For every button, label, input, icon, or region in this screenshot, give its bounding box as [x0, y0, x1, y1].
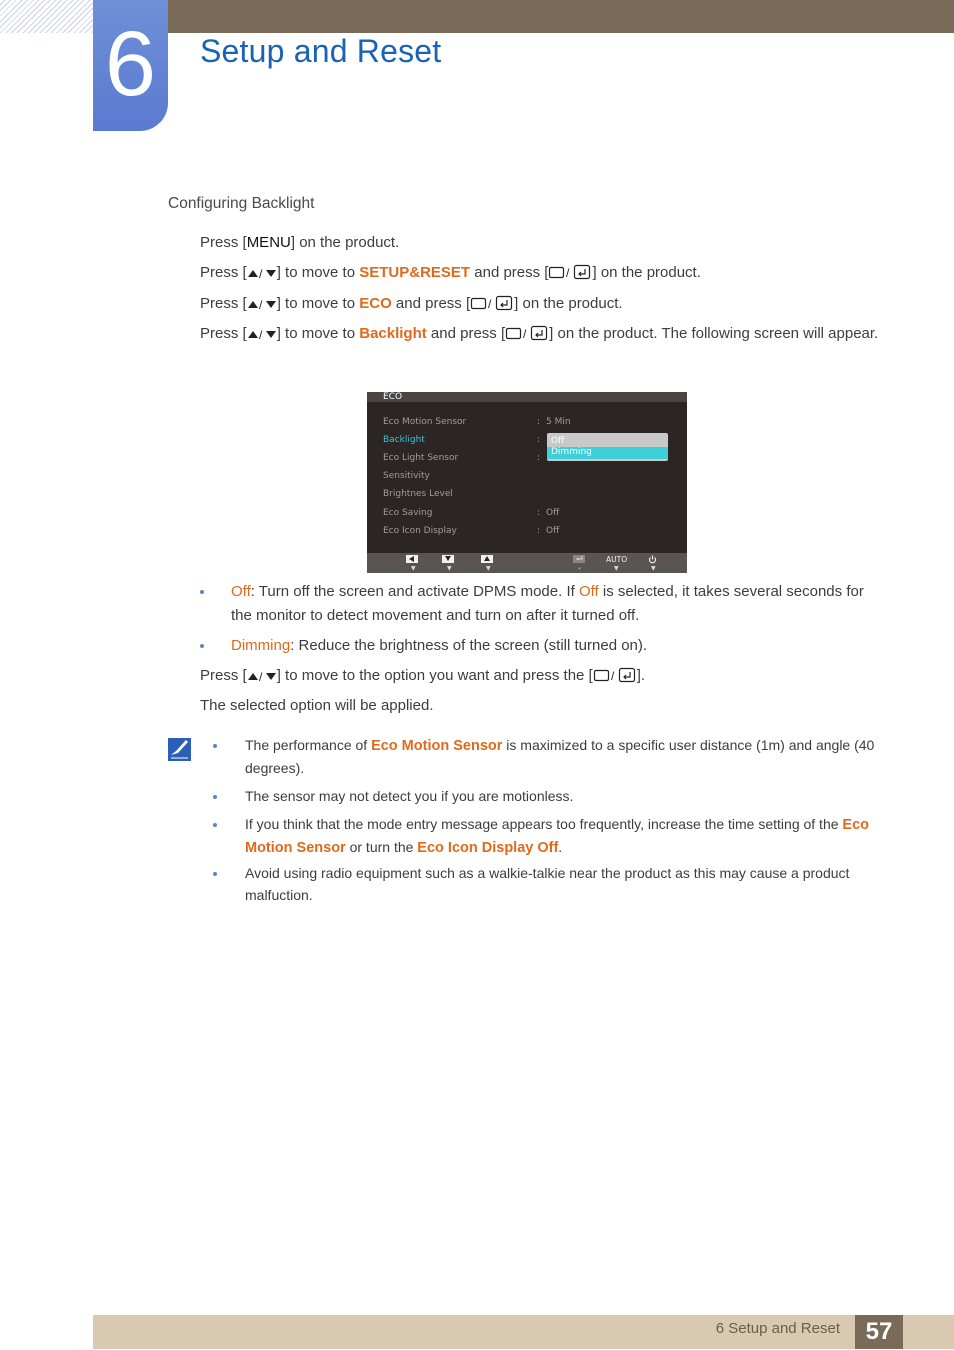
osd-row-brightness-level[interactable]: Brightnes Level: [383, 489, 453, 499]
step-6: The selected option will be applied.: [200, 697, 434, 714]
osd-row-eco-icon-display[interactable]: Eco Icon Display : Off: [383, 526, 560, 536]
source-enter-icon: [593, 667, 637, 683]
bullet-icon: [213, 823, 217, 827]
step-3: Press [ / ] to move to ECO and press [ / ] on the product.: [200, 295, 623, 312]
bullet-icon: [200, 644, 204, 648]
osd-power-button[interactable]: ▼: [646, 555, 660, 571]
osd-up-button[interactable]: ▼: [481, 555, 495, 571]
source-enter-icon: [548, 264, 592, 280]
osd-title: ECO: [383, 392, 403, 402]
bullet-icon: [213, 795, 217, 799]
down-arrow-icon: [445, 556, 451, 562]
bullet-icon: [213, 872, 217, 876]
source-enter-icon: [505, 325, 549, 341]
osd-backlight-dropdown[interactable]: [547, 433, 668, 461]
svg-text:/: /: [566, 266, 570, 280]
note-icon: [168, 738, 191, 761]
osd-auto-indicator: ▼: [614, 565, 619, 572]
enter-icon: [576, 556, 583, 562]
decorative-hatch: [0, 0, 93, 33]
osd-row-backlight[interactable]: Backlight :: [383, 435, 541, 445]
chapter-number: 6: [104, 13, 157, 115]
step-1: Press [MENU] on the product.: [200, 234, 400, 251]
svg-text:/: /: [258, 670, 263, 683]
svg-text:/: /: [488, 297, 492, 311]
up-down-arrows-icon: [247, 327, 277, 341]
osd-row-eco-light-sensor[interactable]: Eco Light Sensor :: [383, 453, 541, 463]
section-title: Configuring Backlight: [168, 195, 315, 212]
osd-eco-menu: [367, 392, 687, 573]
header-bar: [168, 0, 954, 33]
backlight-menu-ref: Backlight: [359, 325, 427, 342]
up-arrow-icon: [484, 556, 490, 562]
osd-button-bar: [367, 553, 687, 573]
osd-row-eco-saving[interactable]: Eco Saving : Off: [383, 508, 560, 518]
svg-text:/: /: [610, 669, 615, 683]
osd-down-button[interactable]: ▼: [442, 555, 456, 571]
chapter-title: Setup and Reset: [200, 33, 442, 69]
osd-row-eco-motion-sensor[interactable]: Eco Motion Sensor : 5 Min: [383, 417, 571, 427]
up-down-arrows-icon: [247, 266, 277, 280]
osd-auto-button[interactable]: AUTO: [606, 555, 628, 564]
page-number: 57: [855, 1315, 903, 1349]
setup-reset-menu-ref: SETUP&RESET: [359, 264, 471, 281]
up-down-arrows-icon: [247, 669, 277, 683]
eco-menu-ref: ECO: [359, 295, 392, 312]
osd-option-off[interactable]: Off: [551, 436, 565, 446]
osd-option-dimming[interactable]: Dimming: [547, 447, 668, 459]
power-icon: [648, 555, 657, 564]
osd-left-button[interactable]: ▼: [406, 555, 420, 571]
bullet-icon: [213, 744, 217, 748]
osd-row-sensitivity[interactable]: Sensitivity: [383, 471, 430, 481]
svg-text:/: /: [258, 328, 263, 341]
left-arrow-icon: [409, 556, 415, 562]
bullet-icon: [200, 590, 204, 594]
osd-title-bar: [367, 392, 687, 402]
step-4: Press [ / ] to move to Backlight and press [ / ] on the product. The following screen will appear.: [200, 325, 879, 342]
svg-text:/: /: [258, 298, 263, 311]
up-down-arrows-icon: [247, 297, 277, 311]
osd-enter-button[interactable]: •: [573, 555, 587, 571]
step-2: Press [ / ] to move to SETUP&RESET and press [ / ] on the product.: [200, 264, 701, 281]
svg-text:/: /: [258, 267, 263, 280]
step-5: Press [ / ] to move to the option you want and press the [ / ].: [200, 667, 646, 684]
svg-text:/: /: [523, 327, 527, 341]
source-enter-icon: [470, 295, 514, 311]
menu-key: MENU: [246, 234, 291, 251]
footer-chapter-label: 6 Setup and Reset: [715, 1320, 840, 1337]
chapter-number-tab: [93, 0, 168, 131]
